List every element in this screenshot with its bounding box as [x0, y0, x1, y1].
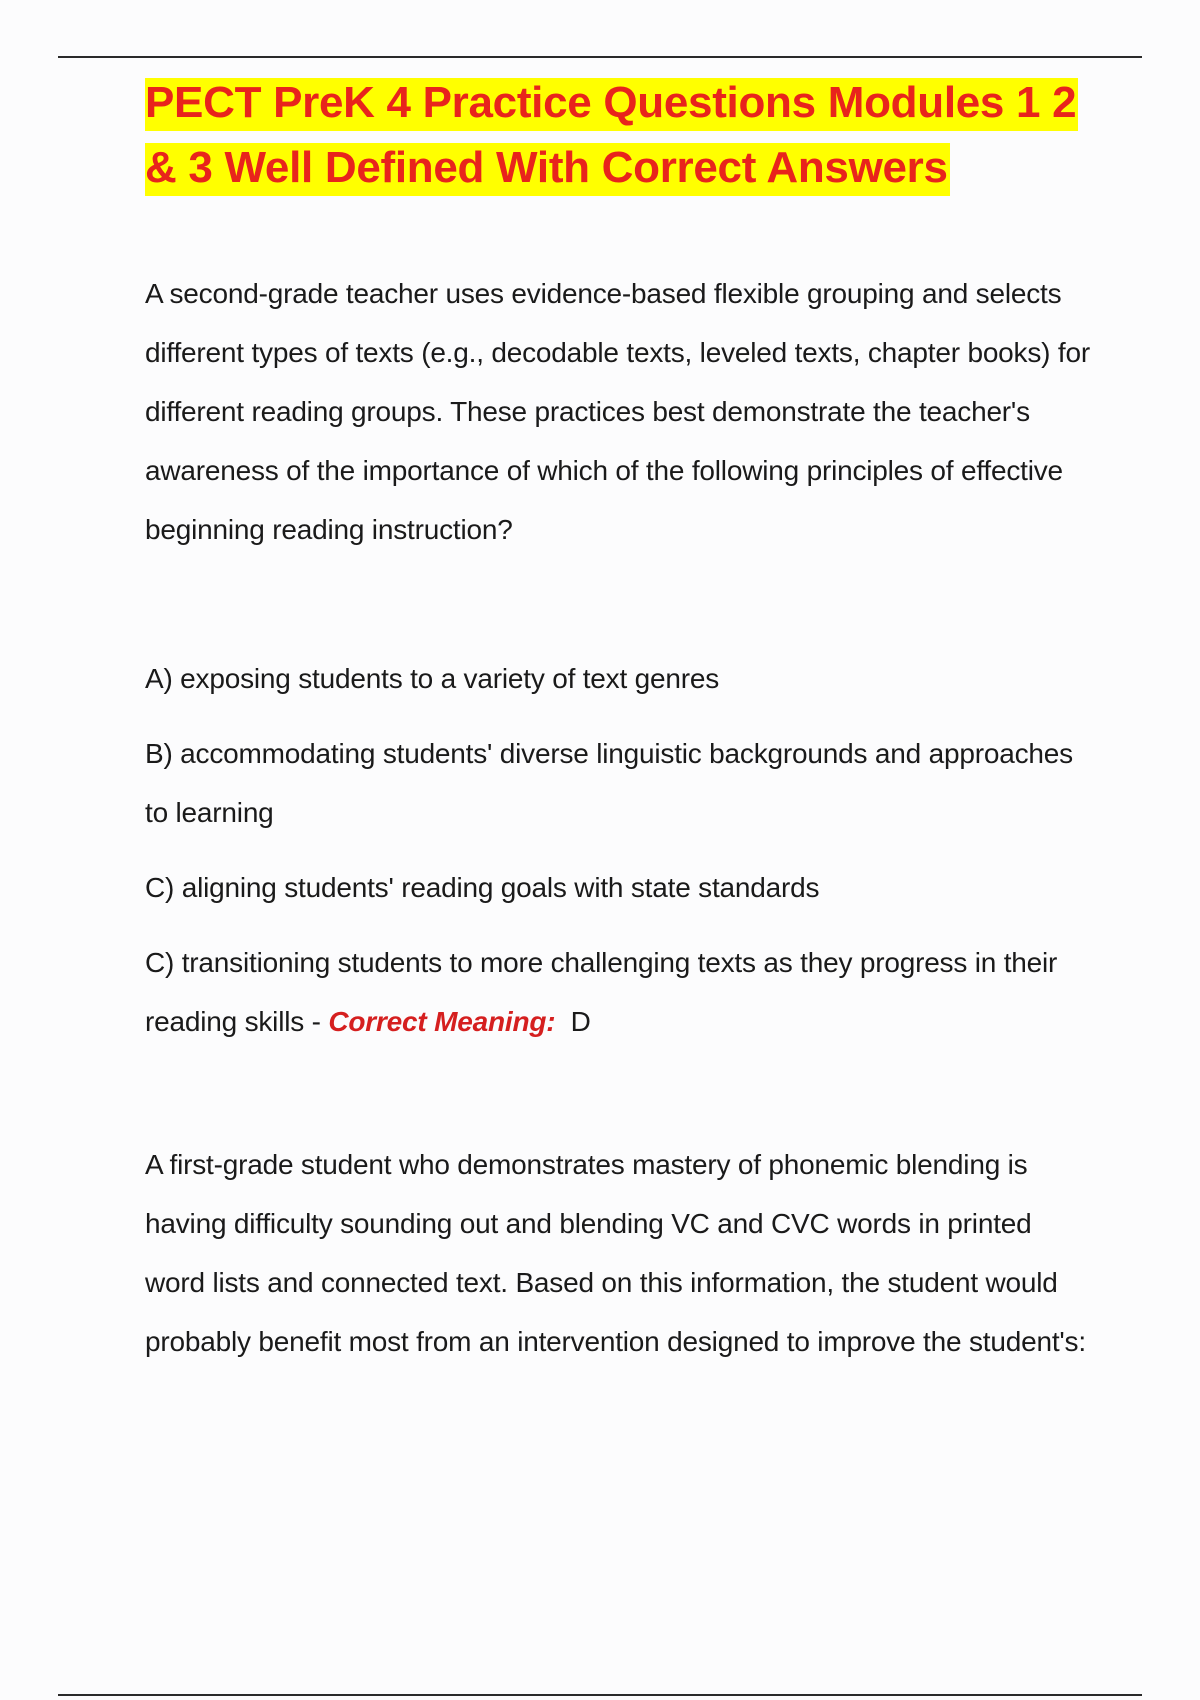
top-rule [58, 56, 1142, 58]
question-2-text: A first-grade student who demonstrates mastery of phonemic blending is having difficulty sounding out and blending VC and CVC words in printed word lists and connected text. Based on this information, the student would probably benefit most from an intervention designed to improve the student's: [145, 1149, 1086, 1357]
correct-answer-value: D [570, 1006, 591, 1037]
document-title [145, 70, 1095, 200]
bottom-rule [58, 1694, 1142, 1696]
question-1-text: A second-grade teacher uses evidence-based flexible grouping and selects different types of texts (e.g., decodable texts, leveled texts, chapter books) for different reading groups. These practices best demonstrate the teacher's awareness of the importance of which of the following principles of effective beginning reading instruction? [145, 278, 1090, 545]
option-d-text: C) transitioning students to more challenging texts as they progress in their reading skills - [145, 947, 1058, 1037]
correct-answer-label: Correct Meaning: [328, 1006, 556, 1037]
document-body [145, 70, 1095, 1371]
option-b: B) accommodating students' diverse linguistic backgrounds and approaches to learning [145, 738, 1073, 828]
option-a: A) exposing students to a variety of text genres [145, 663, 720, 694]
option-d [145, 933, 1095, 1051]
question-1-options [145, 649, 1095, 1051]
title-highlight: PECT PreK 4 Practice Questions Modules 1 2 & 3 Well Defined With Correct Answers [145, 78, 1078, 196]
option-c: C) aligning students' reading goals with state standards [145, 872, 820, 903]
